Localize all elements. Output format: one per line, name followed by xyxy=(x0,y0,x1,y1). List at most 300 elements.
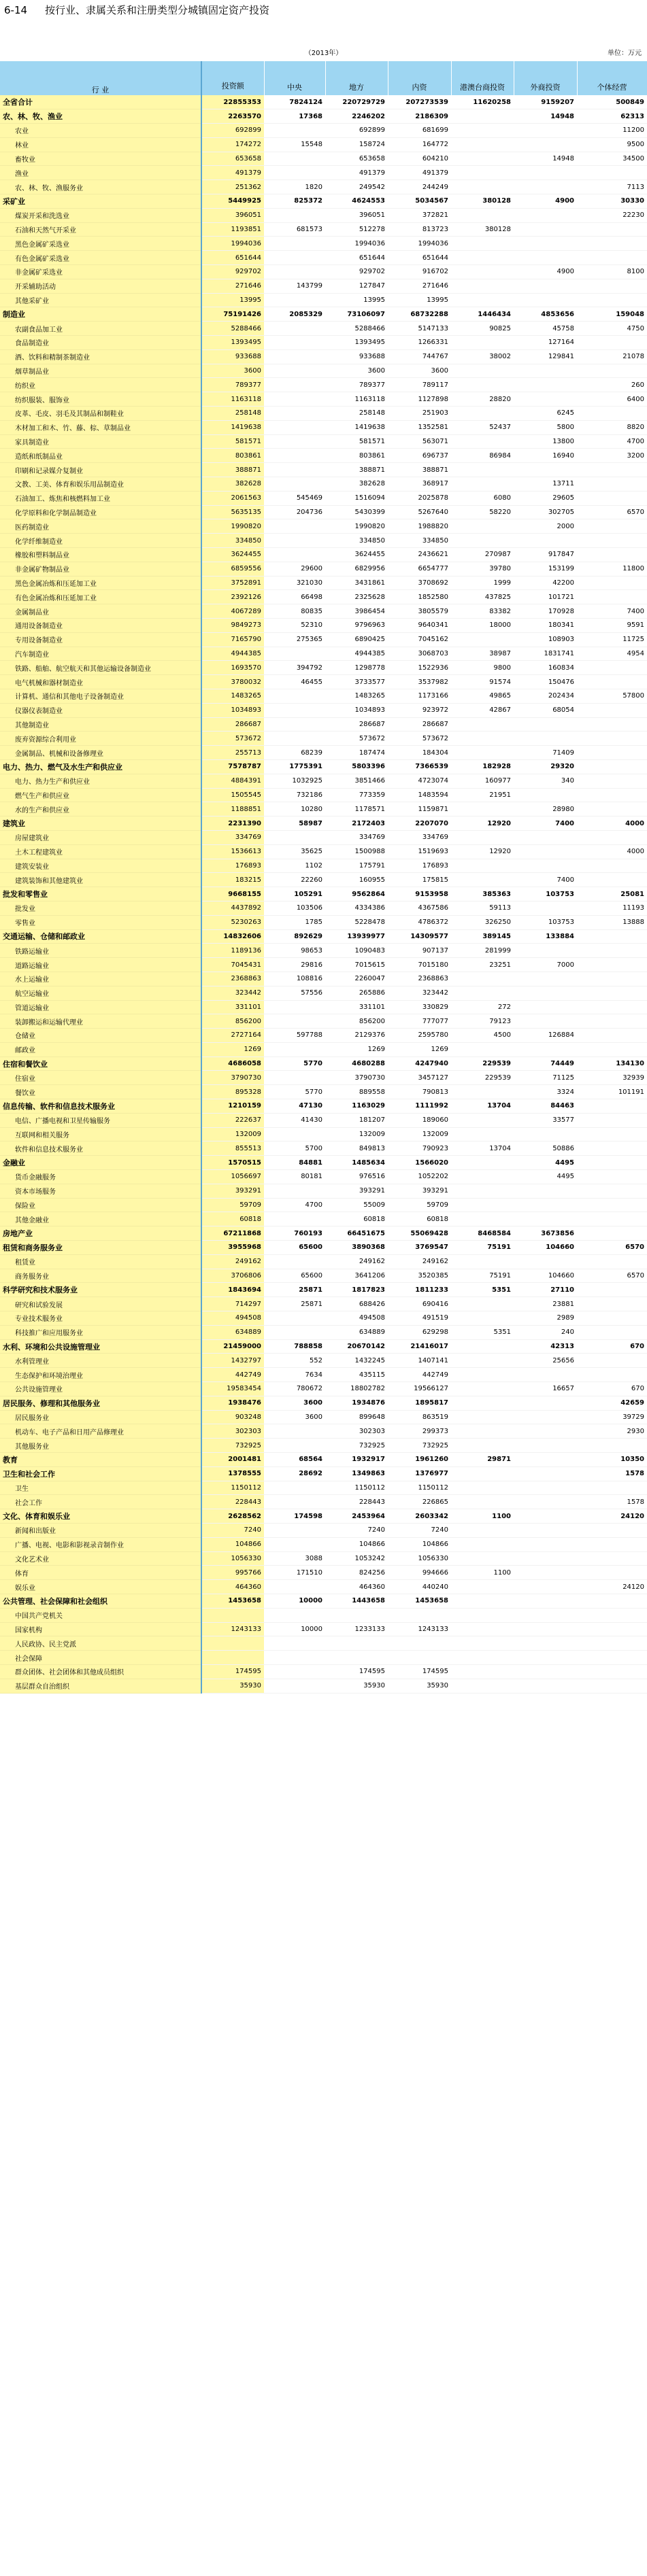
cell-hmt: 90825 xyxy=(451,322,514,336)
cell-domestic: 3457127 xyxy=(388,1071,451,1085)
header-foreign: 外商投资 xyxy=(514,78,577,95)
cell-industry-name: 皮革、毛皮、羽毛及其制品和制鞋业 xyxy=(0,407,201,421)
table-row xyxy=(0,759,647,774)
table-row xyxy=(0,576,647,590)
cell-domestic: 2368863 xyxy=(388,972,451,986)
cell-hmt: 1100 xyxy=(451,1509,514,1524)
cell-central: 2085329 xyxy=(264,307,325,322)
cell-local: 933688 xyxy=(325,349,388,364)
table-row xyxy=(0,1156,647,1170)
table-row xyxy=(0,830,647,844)
cell-hmt xyxy=(451,1042,514,1057)
cell-local: 2453964 xyxy=(325,1509,388,1524)
cell-private xyxy=(577,1156,647,1170)
cell-total: 1378555 xyxy=(201,1466,264,1481)
cell-hmt: 29871 xyxy=(451,1453,514,1467)
cell-foreign xyxy=(514,830,577,844)
cell-hmt xyxy=(451,364,514,378)
table-row xyxy=(0,434,647,449)
cell-industry-name: 道路运输业 xyxy=(0,958,201,972)
cell-hmt xyxy=(451,1523,514,1537)
cell-local: 1990820 xyxy=(325,519,388,534)
cell-foreign: 27110 xyxy=(514,1283,577,1297)
cell-central: 825372 xyxy=(264,194,325,209)
cell-local: 1150112 xyxy=(325,1481,388,1495)
cell-private: 21078 xyxy=(577,349,647,364)
cell-domestic: 651644 xyxy=(388,251,451,265)
table-row xyxy=(0,336,647,350)
cell-hmt xyxy=(451,265,514,279)
table-row xyxy=(0,1495,647,1509)
cell-industry-name: 餐饮业 xyxy=(0,1085,201,1099)
cell-private xyxy=(577,519,647,534)
table-row xyxy=(0,1651,647,1665)
cell-private: 500849 xyxy=(577,95,647,109)
cell-total: 183215 xyxy=(201,873,264,887)
cell-local: 2129376 xyxy=(325,1029,388,1043)
cell-foreign: 340 xyxy=(514,774,577,788)
cell-local: 4624553 xyxy=(325,194,388,209)
cell-hmt: 75191 xyxy=(451,1269,514,1283)
cell-central xyxy=(264,534,325,548)
table-row xyxy=(0,958,647,972)
cell-central: 321030 xyxy=(264,576,325,590)
cell-total: 2628562 xyxy=(201,1509,264,1524)
cell-private: 4750 xyxy=(577,322,647,336)
cell-hmt xyxy=(451,124,514,138)
cell-total: 286687 xyxy=(201,717,264,732)
cell-private xyxy=(577,1636,647,1651)
cell-foreign xyxy=(514,364,577,378)
cell-domestic: 226865 xyxy=(388,1495,451,1509)
cell-total: 464360 xyxy=(201,1580,264,1594)
cell-industry-name: 其他金融业 xyxy=(0,1212,201,1226)
cell-private xyxy=(577,407,647,421)
cell-central: 143799 xyxy=(264,279,325,293)
table-row xyxy=(0,1481,647,1495)
cell-local: 1932917 xyxy=(325,1453,388,1467)
cell-foreign xyxy=(514,137,577,152)
cell-hmt: 38987 xyxy=(451,647,514,661)
cell-foreign: 84463 xyxy=(514,1099,577,1114)
cell-central xyxy=(264,1325,325,1339)
cell-private xyxy=(577,958,647,972)
cell-foreign xyxy=(514,1608,577,1622)
cell-central xyxy=(264,434,325,449)
table-row xyxy=(0,1099,647,1114)
cell-hmt: 28820 xyxy=(451,392,514,407)
cell-industry-name: 基层群众自治组织 xyxy=(0,1679,201,1693)
cell-foreign xyxy=(514,1014,577,1029)
cell-total xyxy=(201,1608,264,1622)
cell-local: 2260047 xyxy=(325,972,388,986)
cell-central: 681573 xyxy=(264,222,325,237)
cell-private xyxy=(577,251,647,265)
cell-industry-name: 医药制造业 xyxy=(0,519,201,534)
cell-total: 255713 xyxy=(201,746,264,760)
cell-industry-name: 畜牧业 xyxy=(0,152,201,166)
table-row xyxy=(0,307,647,322)
cell-private xyxy=(577,859,647,873)
cell-central xyxy=(264,407,325,421)
cell-hmt: 281999 xyxy=(451,944,514,958)
cell-hmt xyxy=(451,1679,514,1693)
cell-local: 187474 xyxy=(325,746,388,760)
cell-foreign xyxy=(514,1495,577,1509)
cell-central: 552 xyxy=(264,1354,325,1368)
cell-foreign: 150476 xyxy=(514,675,577,689)
cell-central xyxy=(264,703,325,717)
cell-private xyxy=(577,774,647,788)
table-row xyxy=(0,647,647,661)
table-row xyxy=(0,901,647,915)
cell-domestic: 2595780 xyxy=(388,1029,451,1043)
cell-hmt xyxy=(451,717,514,732)
cell-private xyxy=(577,1664,647,1679)
cell-hmt: 1446434 xyxy=(451,307,514,322)
cell-foreign: 302705 xyxy=(514,505,577,519)
cell-private xyxy=(577,1608,647,1622)
cell-private xyxy=(577,1311,647,1326)
cell-domestic: 1159871 xyxy=(388,802,451,817)
cell-hmt xyxy=(451,109,514,124)
table-row xyxy=(0,1622,647,1636)
cell-total: 5288466 xyxy=(201,322,264,336)
cell-domestic: 334850 xyxy=(388,534,451,548)
cell-private: 24120 xyxy=(577,1580,647,1594)
cell-foreign xyxy=(514,1636,577,1651)
cell-local: 3431861 xyxy=(325,576,388,590)
cell-hmt xyxy=(451,1580,514,1594)
cell-local: 3790730 xyxy=(325,1071,388,1085)
cell-hmt xyxy=(451,1651,514,1665)
cell-private xyxy=(577,1042,647,1057)
cell-industry-name: 汽车制造业 xyxy=(0,647,201,661)
cell-domestic: 5147133 xyxy=(388,322,451,336)
table-row xyxy=(0,1269,647,1283)
cell-industry-name: 水利管理业 xyxy=(0,1354,201,1368)
table-row xyxy=(0,1170,647,1184)
cell-foreign: 180341 xyxy=(514,618,577,632)
cell-total: 732925 xyxy=(201,1439,264,1453)
cell-hmt: 23251 xyxy=(451,958,514,972)
table-row xyxy=(0,491,647,505)
cell-industry-name: 制造业 xyxy=(0,307,201,322)
cell-local: 5803396 xyxy=(325,759,388,774)
cell-hmt xyxy=(451,251,514,265)
cell-hmt xyxy=(451,378,514,392)
cell-industry-name: 管道运输业 xyxy=(0,1000,201,1014)
cell-domestic: 9153958 xyxy=(388,887,451,901)
cell-local xyxy=(325,1608,388,1622)
cell-total: 855513 xyxy=(201,1141,264,1156)
cell-local: 6829956 xyxy=(325,562,388,576)
cell-local: 5288466 xyxy=(325,322,388,336)
cell-domestic: 4247940 xyxy=(388,1057,451,1071)
cell-domestic: 19566127 xyxy=(388,1382,451,1396)
cell-central: 3600 xyxy=(264,1396,325,1410)
table-title: 按行业、隶属关系和注册类型分城镇固定资产投资 xyxy=(45,4,270,16)
cell-hmt xyxy=(451,477,514,492)
table-row xyxy=(0,732,647,746)
cell-central: 103506 xyxy=(264,901,325,915)
cell-central xyxy=(264,477,325,492)
cell-private xyxy=(577,972,647,986)
cell-hmt xyxy=(451,1636,514,1651)
cell-hmt xyxy=(451,986,514,1000)
cell-domestic: 923972 xyxy=(388,703,451,717)
cell-private xyxy=(577,929,647,944)
cell-industry-name: 机动车、电子产品和日用产品修理业 xyxy=(0,1424,201,1439)
cell-local: 13995 xyxy=(325,293,388,307)
cell-foreign: 240 xyxy=(514,1325,577,1339)
cell-domestic: 1056330 xyxy=(388,1551,451,1566)
cell-hmt xyxy=(451,293,514,307)
cell-hmt xyxy=(451,137,514,152)
cell-private xyxy=(577,1212,647,1226)
table-row xyxy=(0,1664,647,1679)
table-row xyxy=(0,873,647,887)
cell-hmt xyxy=(451,336,514,350)
cell-foreign xyxy=(514,1537,577,1551)
cell-total: 3780032 xyxy=(201,675,264,689)
cell-local: 899648 xyxy=(325,1410,388,1424)
table-row xyxy=(0,1014,647,1029)
cell-foreign: 103753 xyxy=(514,887,577,901)
cell-domestic: 7015180 xyxy=(388,958,451,972)
cell-industry-name: 渔业 xyxy=(0,166,201,180)
cell-total: 581571 xyxy=(201,434,264,449)
cell-local: 7015615 xyxy=(325,958,388,972)
cell-private xyxy=(577,1523,647,1537)
cell-total: 2263570 xyxy=(201,109,264,124)
cell-hmt xyxy=(451,1495,514,1509)
cell-industry-name: 农副食品加工业 xyxy=(0,322,201,336)
cell-foreign: 2000 xyxy=(514,519,577,534)
cell-industry-name: 土木工程建筑业 xyxy=(0,844,201,859)
cell-domestic: 330829 xyxy=(388,1000,451,1014)
cell-foreign: 25656 xyxy=(514,1354,577,1368)
table-row xyxy=(0,505,647,519)
cell-total: 7578787 xyxy=(201,759,264,774)
cell-private xyxy=(577,1141,647,1156)
table-row xyxy=(0,1439,647,1453)
cell-foreign: 4495 xyxy=(514,1170,577,1184)
cell-local: 1393495 xyxy=(325,336,388,350)
cell-total: 60818 xyxy=(201,1212,264,1226)
cell-foreign: 2989 xyxy=(514,1311,577,1326)
cell-foreign xyxy=(514,1481,577,1495)
cell-foreign xyxy=(514,166,577,180)
cell-domestic: 863519 xyxy=(388,1410,451,1424)
cell-total: 2001481 xyxy=(201,1453,264,1467)
cell-industry-name: 租赁和商务服务业 xyxy=(0,1241,201,1255)
cell-hmt xyxy=(451,746,514,760)
table-row xyxy=(0,844,647,859)
cell-domestic: 189060 xyxy=(388,1113,451,1127)
cell-domestic: 35930 xyxy=(388,1679,451,1693)
cell-industry-name: 生态保护和环境治理业 xyxy=(0,1368,201,1382)
cell-central xyxy=(264,1537,325,1551)
cell-total: 1188851 xyxy=(201,802,264,817)
cell-domestic: 3805579 xyxy=(388,604,451,619)
cell-industry-name: 金属制品业 xyxy=(0,604,201,619)
cell-hmt: 83382 xyxy=(451,604,514,619)
cell-total: 929702 xyxy=(201,265,264,279)
table-row xyxy=(0,1608,647,1622)
cell-local: 573672 xyxy=(325,732,388,746)
cell-private xyxy=(577,1113,647,1127)
cell-local: 889558 xyxy=(325,1085,388,1099)
table-row xyxy=(0,194,647,209)
cell-total: 3955968 xyxy=(201,1241,264,1255)
cell-hmt xyxy=(451,1466,514,1481)
cell-industry-name: 其他制造业 xyxy=(0,717,201,732)
cell-total: 13995 xyxy=(201,293,264,307)
cell-foreign xyxy=(514,717,577,732)
cell-foreign: 7000 xyxy=(514,958,577,972)
cell-domestic: 1127898 xyxy=(388,392,451,407)
cell-industry-name: 烟草制品业 xyxy=(0,364,201,378)
cell-foreign: 4853656 xyxy=(514,307,577,322)
cell-domestic: 6654777 xyxy=(388,562,451,576)
table-row xyxy=(0,1141,647,1156)
cell-hmt: 5351 xyxy=(451,1325,514,1339)
cell-private xyxy=(577,746,647,760)
cell-central: 4700 xyxy=(264,1198,325,1212)
cell-private xyxy=(577,703,647,717)
table-row xyxy=(0,1325,647,1339)
cell-industry-name: 金融业 xyxy=(0,1156,201,1170)
cell-central: 80835 xyxy=(264,604,325,619)
cell-hmt: 389145 xyxy=(451,929,514,944)
cell-foreign xyxy=(514,392,577,407)
cell-domestic: 4367586 xyxy=(388,901,451,915)
cell-central: 394792 xyxy=(264,661,325,675)
cell-total: 22855353 xyxy=(201,95,264,109)
cell-local xyxy=(325,1636,388,1651)
cell-private xyxy=(577,788,647,802)
cell-domestic: 696737 xyxy=(388,449,451,463)
cell-private: 62313 xyxy=(577,109,647,124)
cell-domestic: 323442 xyxy=(388,986,451,1000)
table-row xyxy=(0,1212,647,1226)
cell-industry-name: 人民政协、民主党派 xyxy=(0,1636,201,1651)
cell-industry-name: 专用设备制造业 xyxy=(0,632,201,647)
cell-central xyxy=(264,647,325,661)
cell-local: 581571 xyxy=(325,434,388,449)
cell-local: 6890425 xyxy=(325,632,388,647)
cell-industry-name: 建筑安装业 xyxy=(0,859,201,873)
cell-domestic: 3708692 xyxy=(388,576,451,590)
cell-central: 57556 xyxy=(264,986,325,1000)
cell-private: 25081 xyxy=(577,887,647,901)
cell-central: 29600 xyxy=(264,562,325,576)
cell-private: 42659 xyxy=(577,1396,647,1410)
cell-private xyxy=(577,830,647,844)
cell-total: 933688 xyxy=(201,349,264,364)
cell-total: 75191426 xyxy=(201,307,264,322)
cell-total: 176893 xyxy=(201,859,264,873)
table-row xyxy=(0,1580,647,1594)
table-row xyxy=(0,420,647,434)
cell-local: 1053242 xyxy=(325,1551,388,1566)
cell-industry-name: 煤炭开采和洗选业 xyxy=(0,208,201,222)
cell-hmt xyxy=(451,1212,514,1226)
investment-table xyxy=(0,61,647,1694)
cell-central xyxy=(264,166,325,180)
cell-private: 4700 xyxy=(577,434,647,449)
cell-foreign xyxy=(514,972,577,986)
cell-hmt xyxy=(451,1396,514,1410)
cell-local: 249162 xyxy=(325,1254,388,1269)
cell-domestic: 368917 xyxy=(388,477,451,492)
cell-foreign xyxy=(514,124,577,138)
cell-foreign: 42200 xyxy=(514,576,577,590)
cell-industry-name: 卫生 xyxy=(0,1481,201,1495)
cell-total: 67211868 xyxy=(201,1226,264,1241)
cell-industry-name: 货币金融服务 xyxy=(0,1170,201,1184)
cell-foreign: 23881 xyxy=(514,1297,577,1311)
cell-foreign xyxy=(514,1466,577,1481)
cell-central xyxy=(264,463,325,477)
cell-foreign xyxy=(514,732,577,746)
cell-industry-name: 农、林、牧、渔业 xyxy=(0,109,201,124)
cell-industry-name: 文教、工美、体育和娱乐用品制造业 xyxy=(0,477,201,492)
cell-total: 3790730 xyxy=(201,1071,264,1085)
cell-central xyxy=(264,1439,325,1453)
cell-local: 1516094 xyxy=(325,491,388,505)
cell-domestic: 790813 xyxy=(388,1085,451,1099)
header-spacer xyxy=(388,61,451,78)
cell-total: 132009 xyxy=(201,1127,264,1141)
cell-central: 22260 xyxy=(264,873,325,887)
cell-local: 302303 xyxy=(325,1424,388,1439)
cell-industry-name: 铁路、船舶、航空航天和其他运输设备制造业 xyxy=(0,661,201,675)
cell-domestic: 59709 xyxy=(388,1198,451,1212)
cell-domestic: 68732288 xyxy=(388,307,451,322)
cell-industry-name: 铁路运输业 xyxy=(0,944,201,958)
cell-foreign: 202434 xyxy=(514,689,577,703)
cell-local: 13939977 xyxy=(325,929,388,944)
cell-private xyxy=(577,1622,647,1636)
cell-local: 3624455 xyxy=(325,548,388,562)
cell-industry-name: 新闻和出版业 xyxy=(0,1523,201,1537)
cell-hmt xyxy=(451,1170,514,1184)
cell-domestic: 2603342 xyxy=(388,1509,451,1524)
cell-hmt xyxy=(451,463,514,477)
cell-central xyxy=(264,293,325,307)
cell-private: 10350 xyxy=(577,1453,647,1467)
cell-industry-name: 有色金属冶炼和压延加工业 xyxy=(0,590,201,604)
cell-foreign xyxy=(514,859,577,873)
cell-foreign xyxy=(514,1212,577,1226)
cell-total: 258148 xyxy=(201,407,264,421)
cell-domestic: 690416 xyxy=(388,1297,451,1311)
cell-private xyxy=(577,1170,647,1184)
cell-hmt: 229539 xyxy=(451,1071,514,1085)
cell-foreign: 74449 xyxy=(514,1057,577,1071)
table-row xyxy=(0,632,647,647)
cell-industry-name: 广播、电视、电影和影视录音制作业 xyxy=(0,1537,201,1551)
cell-total: 1269 xyxy=(201,1042,264,1057)
cell-local: 512278 xyxy=(325,222,388,237)
cell-private xyxy=(577,590,647,604)
cell-total: 1056697 xyxy=(201,1170,264,1184)
cell-private xyxy=(577,1354,647,1368)
cell-central: 732186 xyxy=(264,788,325,802)
cell-foreign: 3673856 xyxy=(514,1226,577,1241)
